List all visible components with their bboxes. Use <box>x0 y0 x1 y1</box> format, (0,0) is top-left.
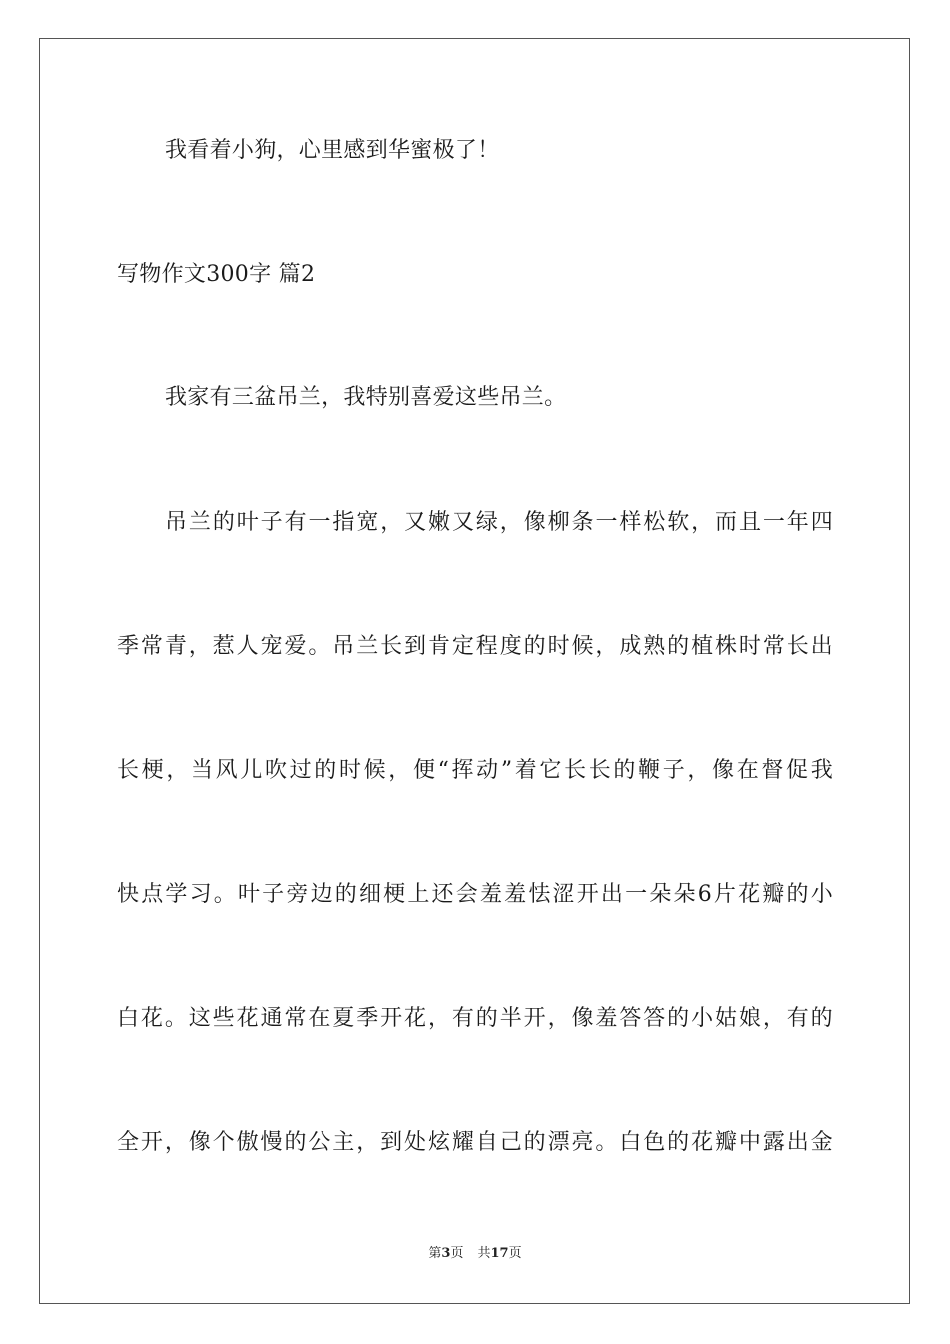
footer-total-pages: 17 <box>490 1246 509 1261</box>
paragraph-line-6: 快点学习。叶子旁边的细梗上还会羞羞怯涩开出一朵朵6片花瓣的小 <box>117 882 833 907</box>
paragraph-line-3: 吊兰的叶子有一指宽，又嫩又绿，像柳条一样松软，而且一年四 <box>165 510 833 535</box>
paragraph-line-5: 长梗，当风儿吹过的时候，便“挥动”着它长长的鞭子，像在督促我 <box>117 758 833 783</box>
paragraph-line-2: 我家有三盆吊兰，我特别喜爱这些吊兰。 <box>165 385 567 410</box>
footer-total-suffix: 页 <box>508 1246 522 1261</box>
paragraph-line-7: 白花。这些花通常在夏季开花，有的半开，像羞答答的小姑娘，有的 <box>117 1006 833 1031</box>
footer-page-prefix: 第 <box>428 1246 442 1261</box>
page-footer <box>0 1245 950 1263</box>
paragraph-line-1: 我看着小狗，心里感到华蜜极了！ <box>165 138 500 163</box>
footer-total-prefix: 共 <box>477 1246 491 1261</box>
paragraph-line-8: 全开，像个傲慢的公主，到处炫耀自己的漂亮。白色的花瓣中露出金 <box>117 1130 833 1155</box>
section-heading: 写物作文300字 篇2 <box>117 262 316 287</box>
footer-page-number: 3 <box>441 1246 451 1261</box>
footer-page-suffix: 页 <box>450 1246 464 1261</box>
page-frame <box>39 38 910 1304</box>
paragraph-line-4: 季常青，惹人宠爱。吊兰长到肯定程度的时候，成熟的植株时常长出 <box>117 634 833 659</box>
